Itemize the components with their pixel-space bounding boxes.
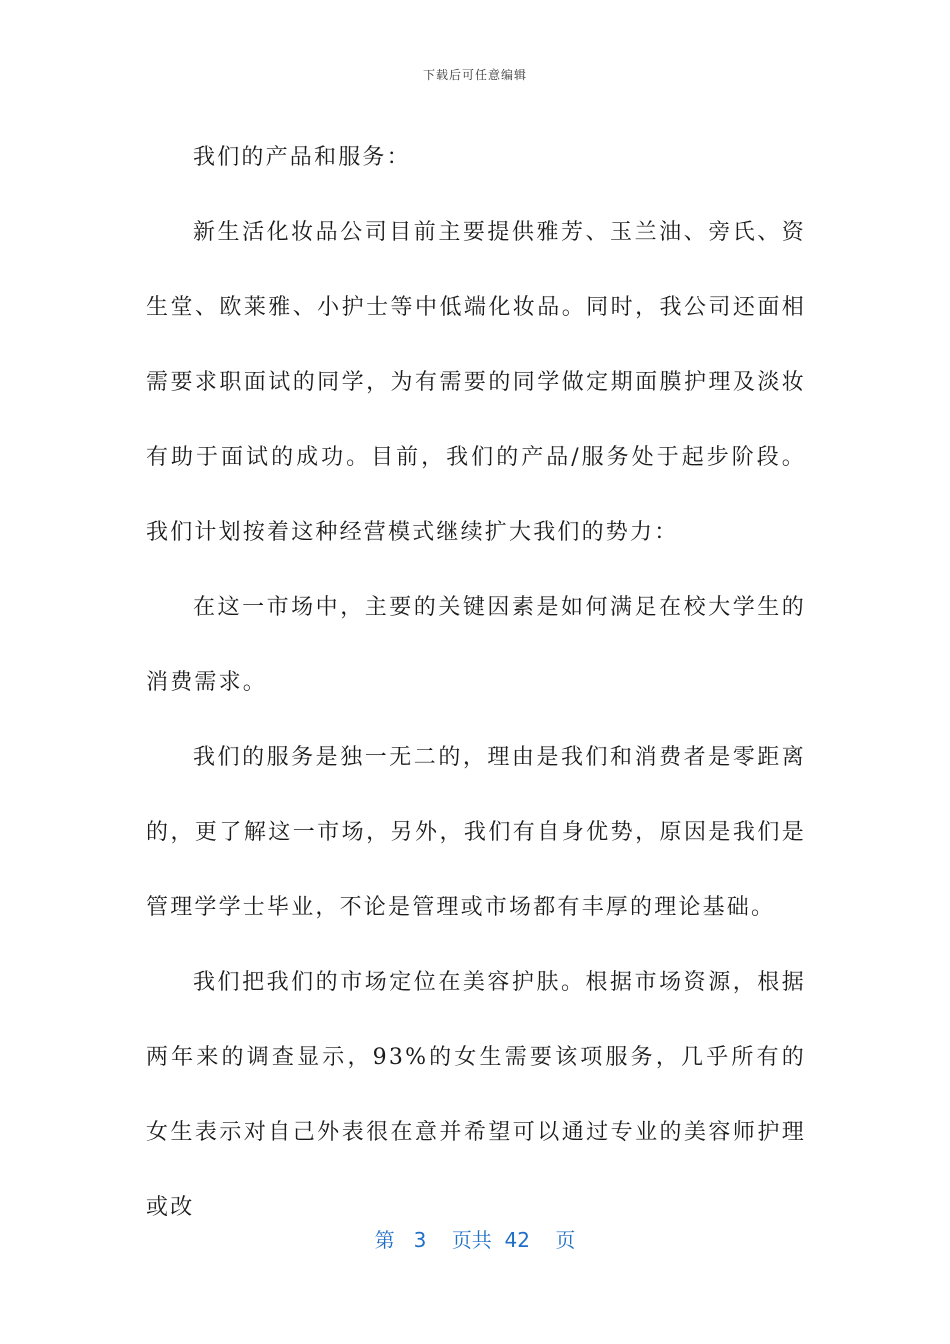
page-number-footer bbox=[0, 1224, 950, 1253]
paragraph-unique-service: 我们的服务是独一无二的，理由是我们和消费者是零距离的，更了解这一市场，另外，我们有自身优势，原因是我们是管理学学士毕业，不论是管理或市场都有丰厚的理论基础。 bbox=[146, 745, 806, 920]
total-pages-number: 42 bbox=[504, 1228, 530, 1252]
paragraph-products-description: 新生活化妆品公司目前主要提供雅芳、玉兰油、旁氏、资生堂、欧莱雅、小护士等中低端化妆品。同时，我公司还面相需要求职面试的同学，为有需要的同学做定期面膜护理及淡妆有助于面试的成功。目前，我们的产品/服务处于起步阶段。我们计划按着这种经营模式继续扩大我们的势力： bbox=[146, 220, 806, 545]
current-page-number: 3 bbox=[413, 1228, 427, 1252]
page-prefix: 第 bbox=[374, 1228, 395, 1252]
paragraph-key-factors: 在这一市场中，主要的关键因素是如何满足在校大学生的消费需求。 bbox=[146, 595, 806, 695]
page-suffix: 页 bbox=[555, 1228, 576, 1252]
document-body bbox=[146, 120, 806, 1245]
page-header-note: 下载后可任意编辑 bbox=[422, 68, 527, 82]
page-middle-label: 页共 bbox=[451, 1228, 492, 1252]
paragraph-market-positioning: 我们把我们的市场定位在美容护肤。根据市场资源，根据两年来的调查显示，93%的女生需要该项服务，几乎所有的女生表示对自己外表很在意并希望可以通过专业的美容师护理或改 bbox=[146, 970, 806, 1220]
paragraph-products-heading: 我们的产品和服务： bbox=[193, 145, 411, 170]
